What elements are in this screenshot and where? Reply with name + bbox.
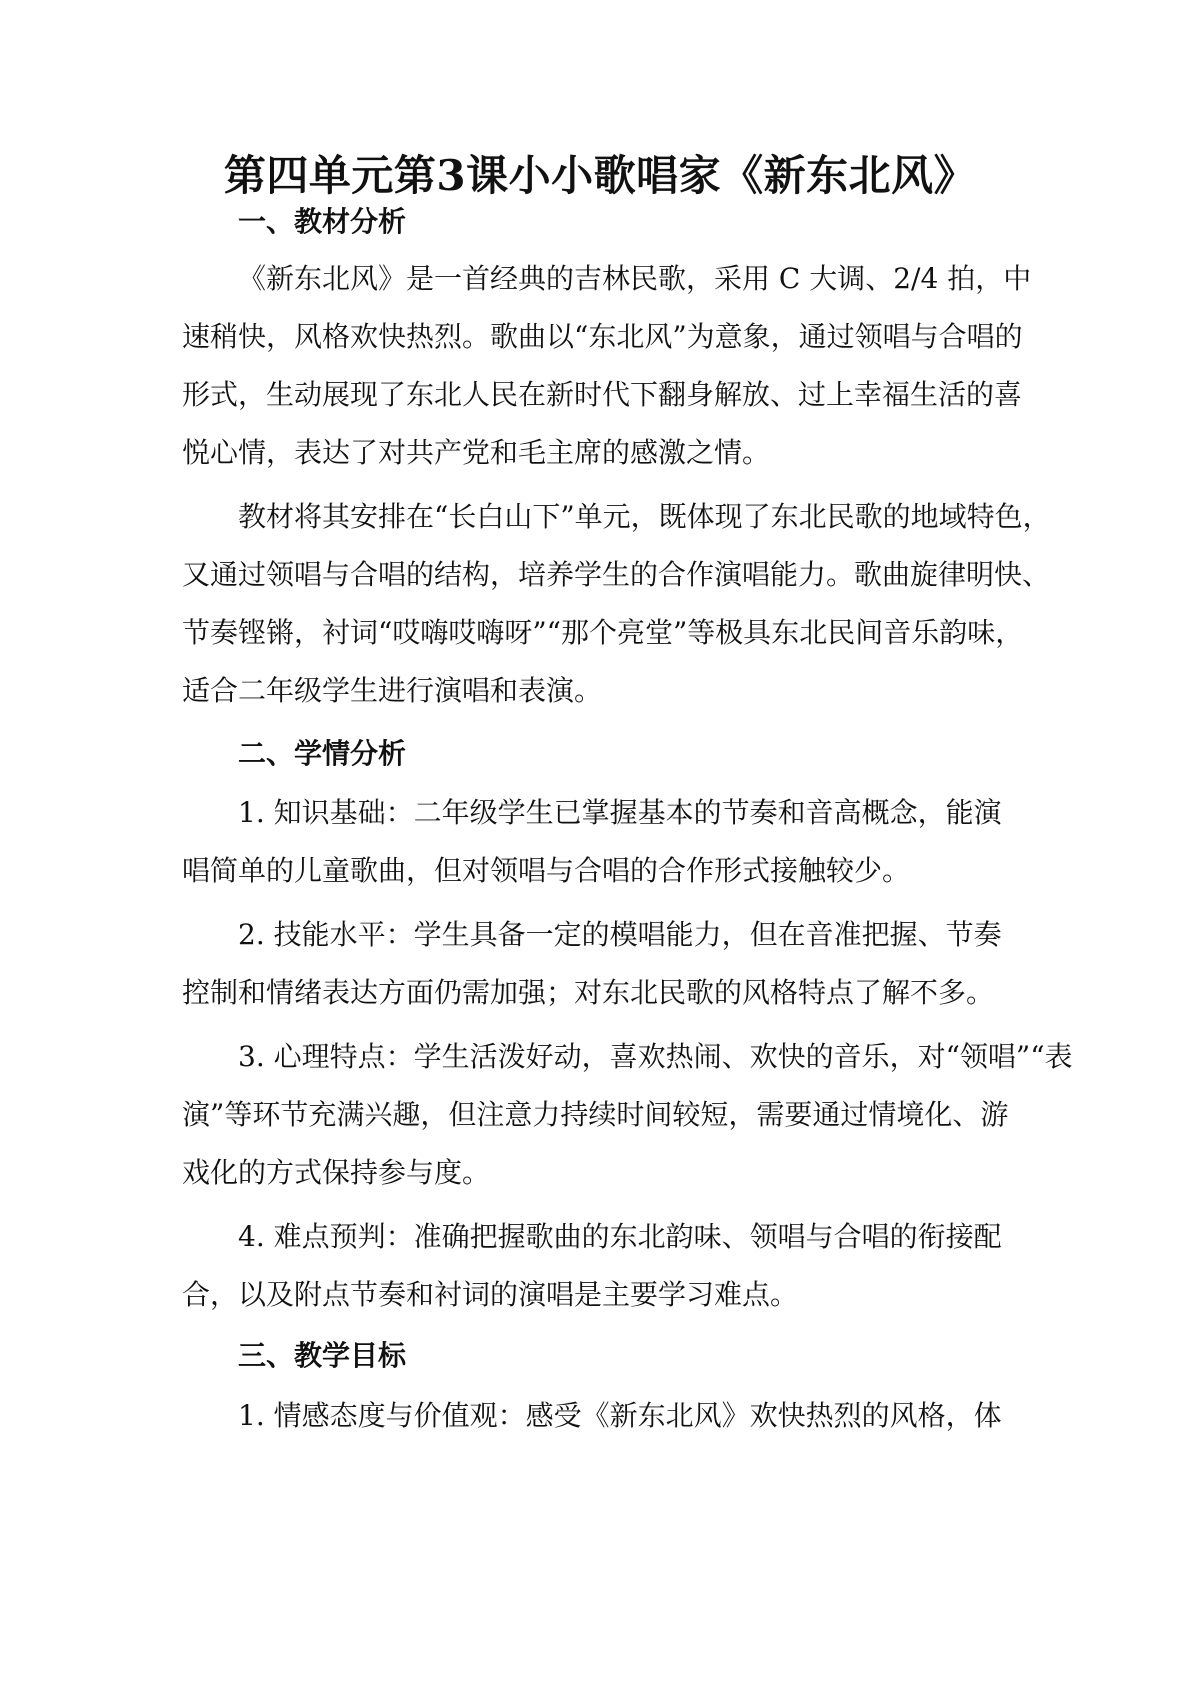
section-heading-textbook-analysis: 一、教材分析 xyxy=(238,205,407,238)
paragraph-line: 戏化的方式保持参与度。 xyxy=(182,1156,491,1189)
paragraph-line: 形式，生动展现了东北人民在新时代下翻身解放、过上幸福生活的喜 xyxy=(182,378,1023,411)
section-heading-teaching-objectives: 三、教学目标 xyxy=(238,1339,407,1372)
paragraph-line: 速稍快，风格欢快热烈。歌曲以“东北风”为意象，通过领唱与合唱的 xyxy=(182,320,1023,353)
paragraph-line: 2. 技能水平：学生具备一定的模唱能力，但在音准把握、节奏 xyxy=(238,918,1002,951)
paragraph-line: 1. 知识基础：二年级学生已掌握基本的节奏和音高概念，能演 xyxy=(238,796,1002,829)
paragraph-line: 节奏铿锵，衬词“哎嗨哎嗨呀”“那个亮堂”等极具东北民间音乐韵味， xyxy=(182,616,1024,649)
paragraph-line: 悦心情，表达了对共产党和毛主席的感激之情。 xyxy=(182,436,771,469)
paragraph-line: 控制和情绪表达方面仍需加强；对东北民歌的风格特点了解不多。 xyxy=(182,976,995,1009)
paragraph-line: 《新东北风》是一首经典的吉林民歌，采用 C 大调、2/4 拍，中 xyxy=(238,262,1032,295)
paragraph-line: 适合二年级学生进行演唱和表演。 xyxy=(182,674,603,707)
paragraph-line: 唱简单的儿童歌曲，但对领唱与合唱的合作形式接触较少。 xyxy=(182,854,911,887)
paragraph-line: 演”等环节充满兴趣，但注意力持续时间较短，需要通过情境化、游 xyxy=(182,1098,1009,1131)
section-heading-learner-analysis: 二、学情分析 xyxy=(238,737,407,770)
document-title: 第四单元第3课小小歌唱家《新东北风》 xyxy=(223,151,977,200)
paragraph-line: 又通过领唱与合唱的结构，培养学生的合作演唱能力。歌曲旋律明快、 xyxy=(182,558,1051,591)
paragraph-line: 教材将其安排在“长白山下”单元，既体现了东北民歌的地域特色， xyxy=(238,500,1051,533)
paragraph-line: 合，以及附点节奏和衬词的演唱是主要学习难点。 xyxy=(182,1278,799,1311)
paragraph-line: 4. 难点预判：准确把握歌曲的东北韵味、领唱与合唱的衔接配 xyxy=(238,1220,1002,1253)
paragraph-line: 3. 心理特点：学生活泼好动，喜欢热闹、欢快的音乐，对“领唱”“表 xyxy=(238,1040,1073,1073)
paragraph-line: 1. 情感态度与价值观：感受《新东北风》欢快热烈的风格，体 xyxy=(238,1399,1002,1432)
